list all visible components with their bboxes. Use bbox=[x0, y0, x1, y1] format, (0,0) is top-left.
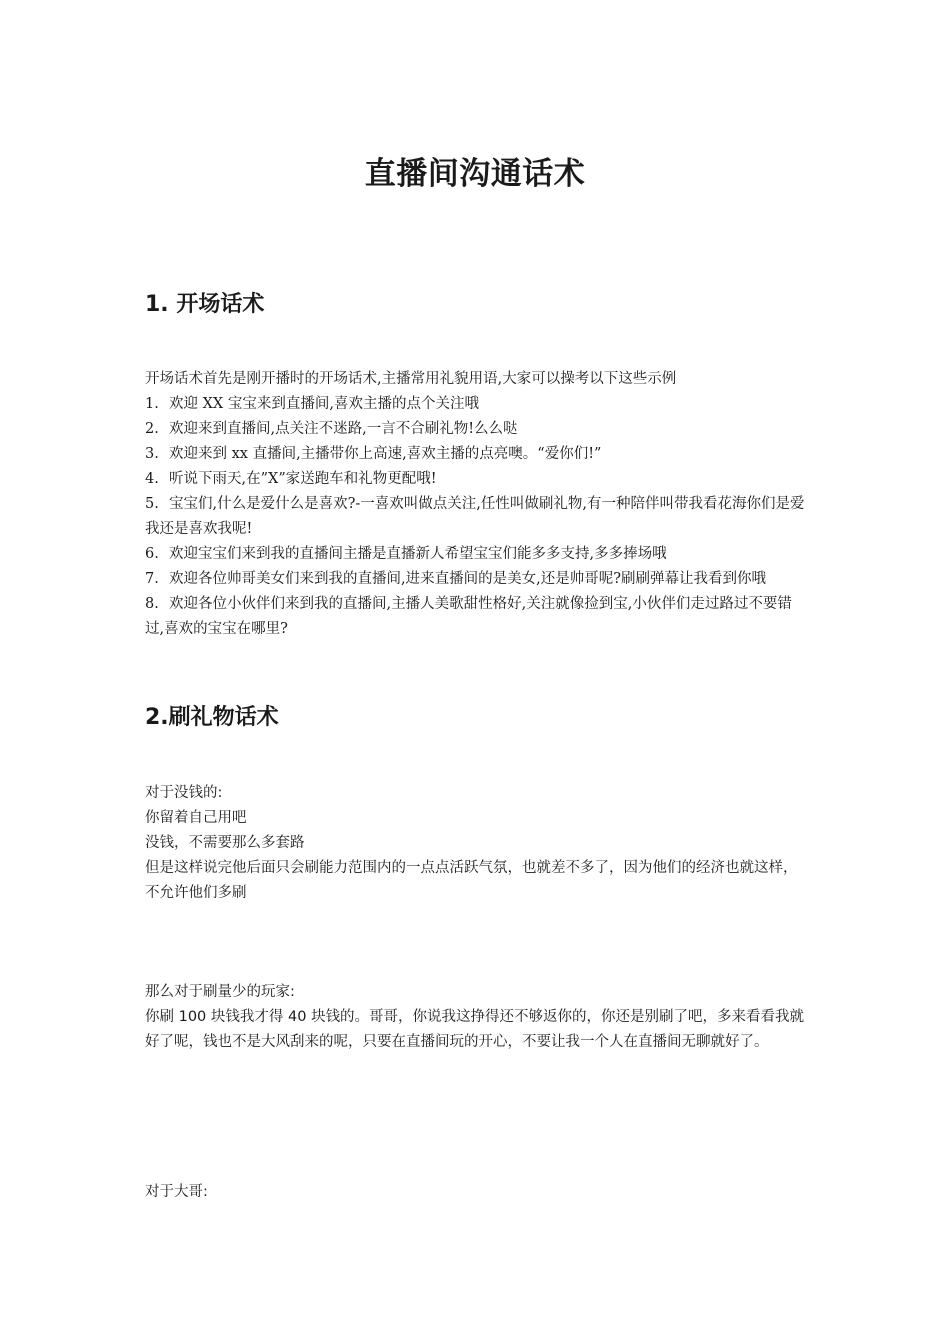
list-item bbox=[145, 567, 810, 592]
item-number: 1. bbox=[145, 396, 159, 412]
paragraph: 你留着自己用吧 bbox=[145, 810, 247, 826]
item-text: 欢迎来到直播间,点关注不迷路,一言不合刷礼物!么么哒 bbox=[169, 421, 518, 437]
paragraph: 没钱，不需要那么多套路 bbox=[145, 835, 305, 851]
list-item bbox=[145, 392, 810, 417]
item-number: 3. bbox=[145, 446, 159, 462]
item-text: 欢迎各位帅哥美女们来到我的直播间,进来直播间的是美女,还是帅哥呢?刷刷弹幕让我看到你哦 bbox=[169, 571, 766, 587]
no-money-group bbox=[145, 781, 810, 906]
section-heading-opening: 1. 开场话术 bbox=[145, 292, 265, 317]
opening-intro: 开场话术首先是刚开播时的开场话术,主播常用礼貌用语,大家可以操考以下这些示例 bbox=[145, 371, 677, 387]
paragraph: 你刷 100 块钱我才得 40 块钱的。哥哥，你说我这挣得还不够返你的，你还是别刷了吧，多来看看我就好了呢，钱也不是大风刮来的呢，只要在直播间玩的开心，不要让我一个人在直播间无聊就好了。 bbox=[145, 1009, 805, 1050]
big-spender-group bbox=[145, 1180, 810, 1205]
item-number: 4. bbox=[145, 471, 159, 487]
item-text: 欢迎宝宝们来到我的直播间主播是直播新人希望宝宝们能多多支持,多多捧场哦 bbox=[169, 546, 667, 562]
item-number: 8. bbox=[145, 596, 159, 612]
item-text: 听说下雨天,在”X”家送跑车和礼物更配哦! bbox=[169, 471, 437, 487]
item-number: 7. bbox=[145, 571, 159, 587]
item-number: 2. bbox=[145, 421, 159, 437]
item-text: 欢迎各位小伙伴们来到我的直播间,主播人美歌甜性格好,关注就像捡到宝,小伙伴们走过路过不要错过,喜欢的宝宝在哪里? bbox=[145, 596, 792, 637]
list-item bbox=[145, 592, 810, 642]
list-item bbox=[145, 417, 810, 442]
page-title: 直播间沟通话术 bbox=[364, 156, 586, 192]
list-item bbox=[145, 467, 810, 492]
item-number: 6. bbox=[145, 546, 159, 562]
list-item bbox=[145, 492, 810, 542]
paragraph: 但是这样说完他后面只会刷能力范围内的一点点活跃气氛，也就差不多了，因为他们的经济也就这样，不允许他们多刷 bbox=[145, 860, 798, 901]
opening-script-list bbox=[145, 367, 810, 642]
item-text: 宝宝们,什么是爱什么是喜欢?-一喜欢叫做点关注,任性叫做刷礼物,有一种陪伴叫带我看花海你们是爱我还是喜欢我呢! bbox=[145, 496, 805, 537]
list-item bbox=[145, 542, 810, 567]
item-text: 欢迎 XX 宝宝来到直播间,喜欢主播的点个关注哦 bbox=[169, 396, 479, 412]
list-item bbox=[145, 442, 810, 467]
group-label: 对于没钱的: bbox=[145, 785, 223, 801]
small-spender-group bbox=[145, 980, 810, 1055]
group-label: 那么对于刷量少的玩家: bbox=[145, 984, 295, 1000]
group-label: 对于大哥: bbox=[145, 1184, 208, 1200]
item-number: 5. bbox=[145, 496, 159, 512]
item-text: 欢迎来到 xx 直播间,主播带你上高速,喜欢主播的点亮噢。“爱你们!” bbox=[169, 446, 602, 462]
section-heading-gifts: 2.刷礼物话术 bbox=[145, 705, 279, 730]
